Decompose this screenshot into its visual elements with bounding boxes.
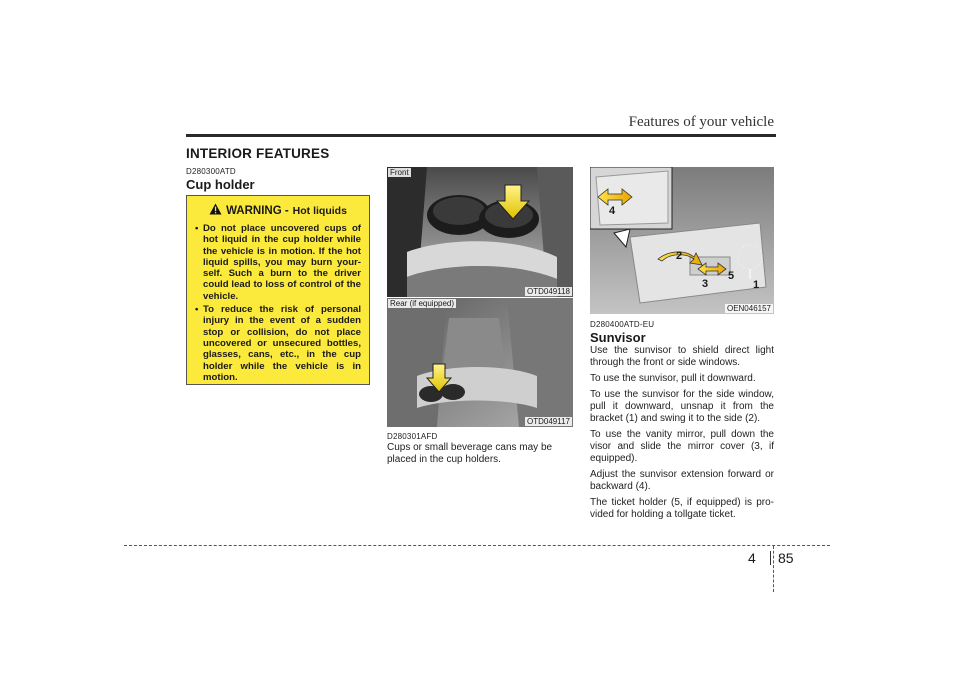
- page-number-separator: [770, 551, 771, 565]
- rear-image-code: OTD049117: [527, 417, 570, 426]
- warning-triangle-icon: [209, 202, 222, 220]
- warning-box: [186, 195, 370, 385]
- sunvisor-paragraph: Adjust the sunvisor extension forward or backward (4).: [590, 469, 774, 492]
- page-number: 85: [778, 550, 794, 566]
- sunvisor-paragraph: To use the sunvisor for the side window, pull it downward, unsnap it from the bracket (1) and swing it to the side (2).: [590, 389, 774, 424]
- callout-1: 1: [753, 279, 760, 291]
- warning-list: [195, 223, 361, 383]
- warning-item: • To reduce the risk of personal injury in the event of a sudden stop or collision, do not place uncovered or unsecured bottles, glasses, cans, etc., in the cup holder while the vehicle is in motion.: [195, 304, 361, 383]
- chapter-number: 4: [748, 550, 756, 566]
- footer-dashed-rule: [124, 545, 830, 546]
- header-rule: [186, 134, 776, 137]
- front-image-label: Front: [390, 168, 409, 177]
- callout-5: 5: [728, 270, 735, 282]
- cup-holder-paragraph: Cups or small beverage cans may be placed in the cup holders.: [387, 442, 553, 465]
- warning-label: WARNING -: [226, 205, 289, 217]
- sunvisor-image: [590, 167, 774, 314]
- sunvisor-paragraph: To use the sunvisor, pull it downward.: [590, 373, 756, 384]
- cup-holder-code: D280300ATD: [186, 167, 236, 176]
- sunvisor-image-code: OEN046157: [726, 304, 771, 313]
- running-header: Features of your vehicle: [628, 114, 774, 130]
- rear-image-label: Rear (if equipped): [390, 299, 455, 308]
- warning-subject: Hot liquids: [292, 205, 347, 217]
- page-number-divider: [773, 546, 774, 592]
- sunvisor-paragraph: Use the sunvisor to shield direct light through the front or side windows.: [590, 345, 774, 368]
- sunvisor-body: [590, 345, 774, 525]
- cup-holder-body-code: D280301AFD: [387, 432, 438, 441]
- sunvisor-paragraph: The ticket holder (5, if equipped) is pro-vided for holding a tollgate ticket.: [590, 497, 774, 520]
- sunvisor-paragraph: To use the vanity mirror, pull down the visor and slide the mirror cover (3, if equipped).: [590, 429, 774, 464]
- warning-item: • Do not place uncovered cups of hot liquid in the cup holder while the vehicle is in motion. If the hot liquid spills, you may burn your-self. Such a burn to the driver could lead to loss of control of the vehicle.: [195, 223, 361, 302]
- front-cup-holder-image: [387, 167, 573, 297]
- cup-holder-body: [387, 442, 573, 470]
- rear-cup-holder-image: [387, 297, 573, 427]
- section-title: INTERIOR FEATURES: [186, 146, 330, 161]
- warning-title: [195, 202, 361, 220]
- callout-3: 3: [702, 278, 709, 290]
- front-image-code: OTD049118: [527, 287, 570, 296]
- callout-4: 4: [609, 205, 616, 217]
- sunvisor-code: D280400ATD-EU: [590, 320, 655, 329]
- callout-2: 2: [676, 250, 683, 262]
- sunvisor-heading: Sunvisor: [590, 330, 646, 345]
- cup-holder-heading: Cup holder: [186, 177, 255, 192]
